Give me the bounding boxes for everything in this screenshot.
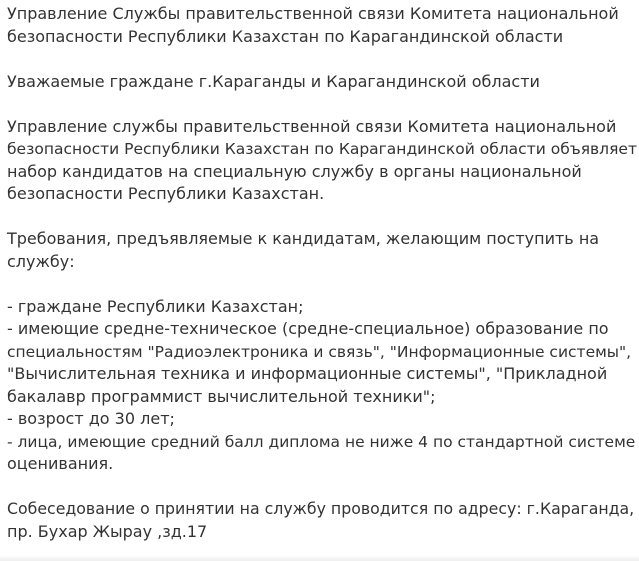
blank-line — [7, 206, 637, 229]
requirement-line: специальностям "Радиоэлектроника и связь", "Информационные системы", — [7, 342, 632, 361]
requirements-intro-line-2: службу: — [7, 251, 75, 271]
interview-line-2: пр. Бухар Жырау ,зд.17 — [7, 521, 208, 541]
scroll-edge-shadow — [0, 555, 639, 561]
announcement-line-3: набор кандидатов на специальную службу в органы национальной — [7, 161, 582, 181]
header-line-2: безопасности Республики Казахстан по Карагандинской области — [7, 26, 564, 46]
announcement-line-4: безопасности Республики Казахстан. — [7, 184, 325, 203]
interview-line-1: Собеседование о принятии на службу проводится по адресу: г.Караганда, — [7, 499, 635, 518]
requirements-intro-line-1: Требования, предъявляемые к кандидатам, желающим поступить на — [7, 229, 600, 248]
requirement-line: оценивания. — [7, 454, 114, 473]
requirement-line: - возрост до 30 лет; — [7, 409, 175, 428]
requirement-line: бакалавр программист вычислительной техники"; — [7, 386, 436, 406]
greeting: Уважаемые граждане г.Караганды и Карагандинской области — [7, 71, 540, 91]
announcement-line-2: безопасности Республики Казахстан по Карагандинской области объявляет — [7, 140, 637, 158]
blank-line — [7, 48, 637, 71]
blank-line — [7, 273, 637, 296]
blank-line — [7, 476, 637, 499]
requirement-line: - граждане Республики Казахстан; — [7, 296, 304, 316]
blank-line — [7, 93, 637, 116]
requirement-line: - лица, имеющие средний балл диплома не ниже 4 по стандартной системе — [7, 432, 636, 451]
requirement-line: "Вычислительная техника и информационные системы", "Прикладной — [7, 364, 608, 383]
post-body — [7, 3, 637, 543]
requirement-line: - имеющие средне-техническое (средне-специальное) образование по — [7, 319, 609, 338]
announcement-line-1: Управление службы правительственной связи Комитета национальной — [7, 116, 617, 136]
header-line-1: Управление Службы правительственной связи Комитета национальной — [7, 4, 619, 23]
